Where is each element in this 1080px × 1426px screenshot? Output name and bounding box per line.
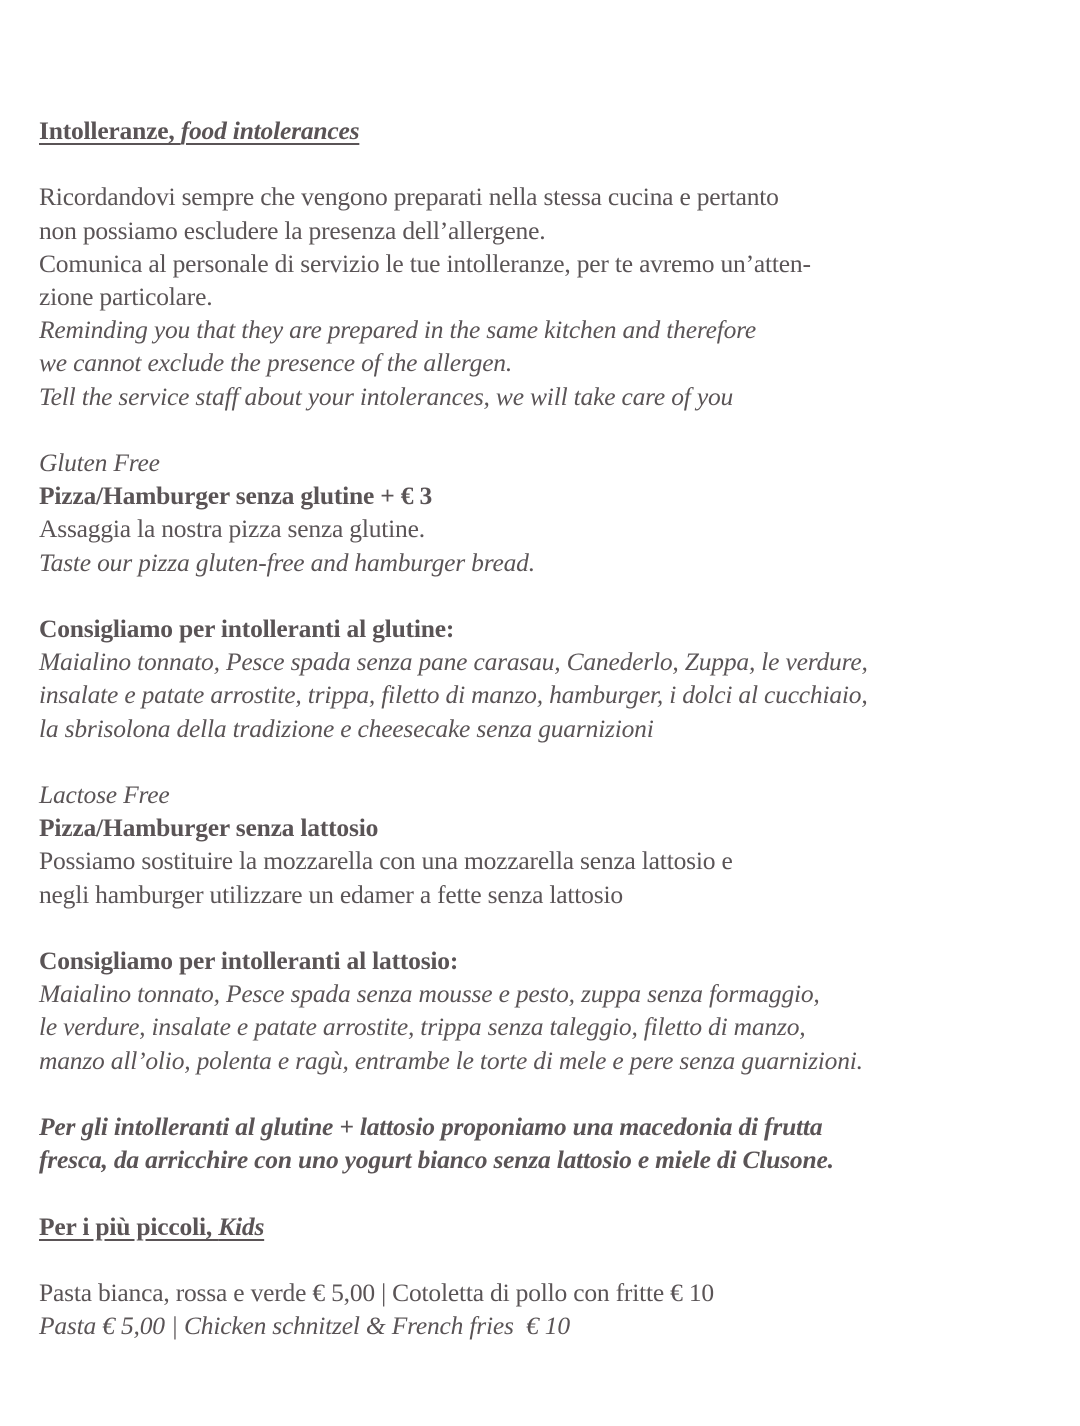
heading-en: food intolerances [180, 116, 360, 145]
intolerances-heading [39, 114, 1039, 147]
intro-en-line: Tell the service staff about your intolerances, we will take care of you [39, 381, 734, 411]
heading-it: Intolleranze, [39, 116, 175, 145]
lactose-recommend-title: Consigliamo per intolleranti al lattosio: [39, 946, 459, 975]
both-intolerances-line: fresca, da arricchire con uno yogurt bianco senza lattosio e miele di Clusone. [39, 1145, 834, 1175]
intro-en-line: we cannot exclude the presence of the allergen. [39, 348, 513, 378]
gluten-label: Gluten Free [39, 448, 160, 477]
intro-en-line: Reminding you that they are prepared in the same kitchen and therefore [39, 315, 757, 345]
gluten-recommend-title: Consigliamo per intolleranti al glutine: [39, 614, 455, 643]
intro-line: Ricordandovi sempre che vengono preparati nella stessa cucina e pertanto [39, 182, 779, 212]
lactose-recommend-line: manzo all’olio, polenta e ragù, entrambe le torte di mele e pere senza guarnizioni. [39, 1045, 863, 1075]
gluten-recommend-line: insalate e patate arrostite, trippa, filetto di manzo, hamburger, i dolci al cucchiaio, [39, 680, 868, 710]
lactose-label: Lactose Free [39, 780, 170, 809]
intro-line: zione particolare. [39, 282, 213, 311]
lactose-title: Pizza/Hamburger senza lattosio [39, 813, 379, 843]
gluten-recommend-line: la sbrisolona della tradizione e cheesecake senza guarnizioni [39, 713, 654, 743]
kids-en: Pasta € 5,00 | Chicken schnitzel & French fries € 10 [39, 1311, 570, 1341]
gluten-recommend-line: Maialino tonnato, Pesce spada senza pane carasau, Canederlo, Zuppa, le verdure, [39, 647, 868, 677]
kids-heading-en: Kids [218, 1211, 265, 1241]
both-intolerances-line: Per gli intolleranti al glutine + lattosio proponiamo una macedonia di frutta [39, 1112, 823, 1141]
lactose-desc-line: Possiamo sostituire la mozzarella con una mozzarella senza lattosio e [39, 846, 733, 876]
kids-it: Pasta bianca, rossa e verde € 5,00 | Cotoletta di pollo con fritte € 10 [39, 1277, 714, 1307]
gluten-desc-it: Assaggia la nostra pizza senza glutine. [39, 514, 425, 544]
gluten-desc-en: Taste our pizza gluten-free and hamburger bread. [39, 547, 535, 577]
intro-line: Comunica al personale di servizio le tue intolleranze, per te avremo un’atten- [39, 248, 811, 278]
gluten-title: Pizza/Hamburger senza glutine + € 3 [39, 481, 433, 511]
lactose-recommend-line: Maialino tonnato, Pesce spada senza mousse e pesto, zuppa senza formaggio, [39, 979, 820, 1009]
kids-heading [39, 1210, 1039, 1243]
lactose-recommend-line: le verdure, insalate e patate arrostite, trippa senza taleggio, filetto di manzo, [39, 1012, 806, 1042]
intro-line: non possiamo escludere la presenza dell’allergene. [39, 215, 546, 245]
kids-heading-it: Per i più piccoli, [39, 1211, 213, 1241]
menu-page [39, 114, 1039, 1342]
lactose-desc-line: negli hamburger utilizzare un edamer a fette senza lattosio [39, 879, 623, 909]
